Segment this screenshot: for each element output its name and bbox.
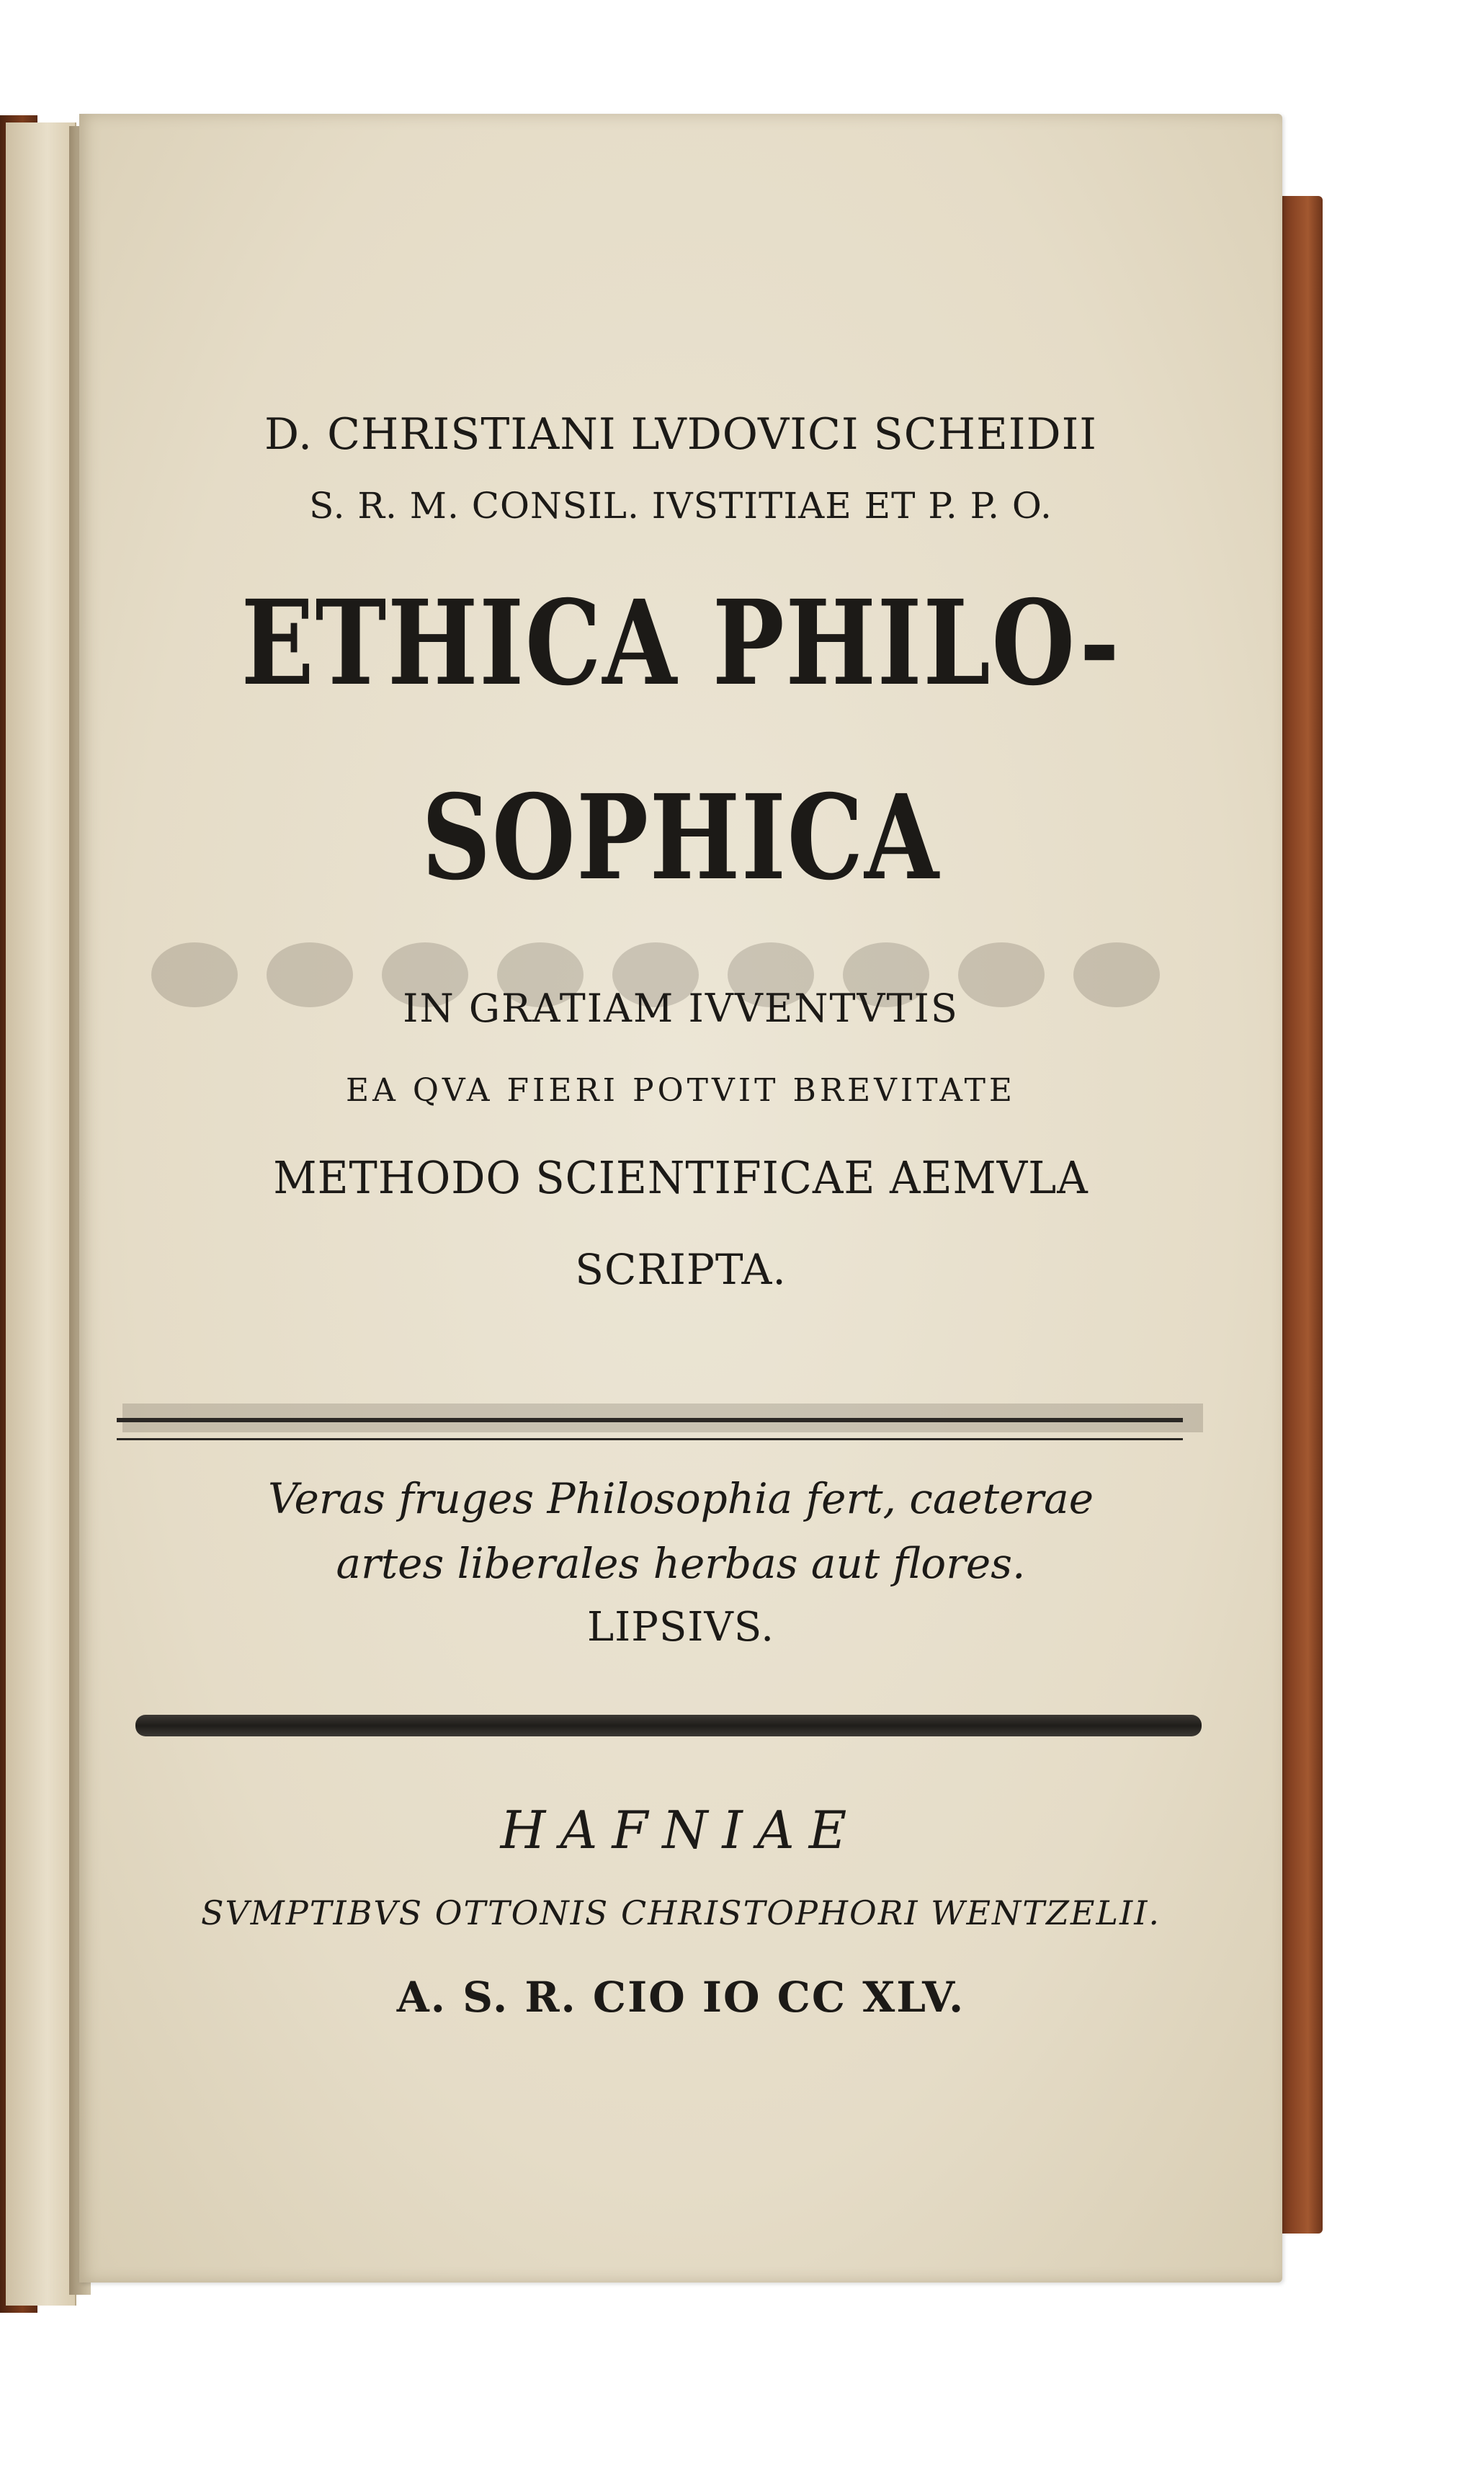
- subtitle-line-1: IN GRATIAM IVVENTVTIS: [403, 986, 959, 1031]
- author-line: D. CHRISTIANI LVDOVICI SCHEIDII: [264, 409, 1097, 460]
- subtitle-line-2: EA QVA FIERI POTVIT BREVITATE: [345, 1072, 1016, 1109]
- office-line: S. R. M. CONSIL. IVSTITIAE ET P. P. O.: [309, 485, 1052, 527]
- imprint-publisher: SVMPTIBVS OTTONIS CHRISTOPHORI WENTZELII.: [200, 1893, 1161, 1932]
- epigraph-line-1: Veras fruges Philosophia fert, caeterae: [267, 1474, 1094, 1523]
- facing-leaf: [6, 122, 76, 2306]
- subtitle-line-3: METHODO SCIENTIFICAE AEMVLA: [273, 1151, 1089, 1204]
- imprint-place: HAFNIAE: [500, 1800, 862, 1860]
- double-rule-divider: [117, 1418, 1183, 1440]
- title-page: [79, 114, 1282, 2283]
- thick-rule-divider: [135, 1715, 1202, 1736]
- imprint-date: A. S. R. CIO IO CC XLV.: [396, 1973, 965, 2022]
- subtitle-line-4: SCRIPTA.: [575, 1245, 787, 1294]
- book-title-line-2: SOPHICA: [421, 769, 940, 906]
- book-title-line-1: ETHICA PHILO-: [241, 575, 1121, 712]
- epigraph-line-2: artes liberales herbas aut flores.: [336, 1539, 1026, 1588]
- epigraph-attribution: LIPSIVS.: [586, 1604, 775, 1651]
